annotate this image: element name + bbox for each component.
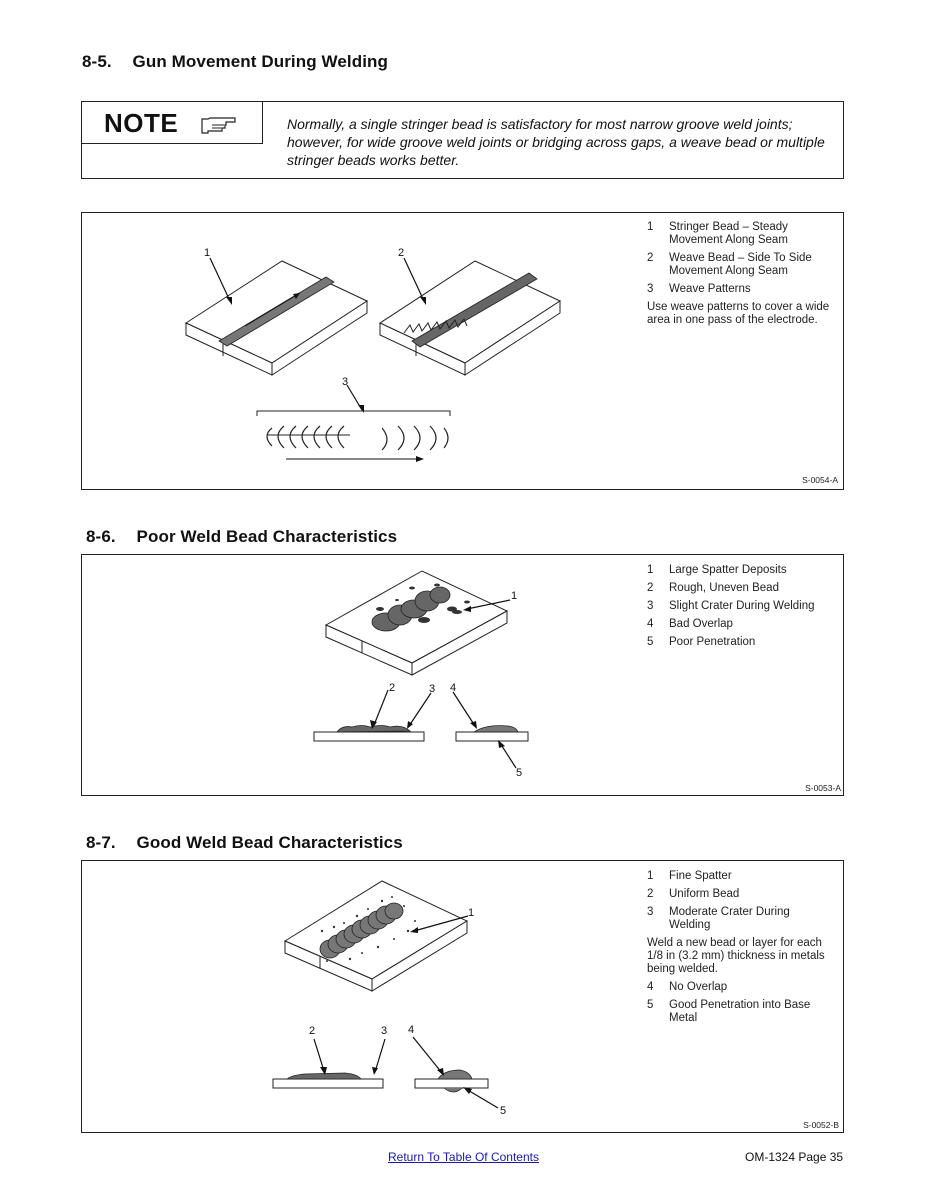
legend-item: [647, 600, 837, 613]
callout-3: 3: [342, 376, 349, 388]
figure-legend: [647, 564, 837, 654]
legend-text: Bad Overlap: [669, 618, 733, 630]
figure-poor-weld-bead: [81, 554, 844, 796]
section-title: Gun Movement During Welding: [132, 52, 389, 71]
note-label: NOTE: [104, 108, 179, 138]
callout-1: 1: [204, 247, 211, 259]
page-number: OM-1324 Page 35: [745, 1150, 844, 1164]
legend-text: Slight Crater During Welding: [669, 600, 815, 612]
legend-number: 2: [647, 252, 654, 264]
section-number: 8-6.: [86, 527, 116, 546]
figure-legend: [647, 870, 837, 1030]
section-heading-8-7: [86, 833, 403, 853]
legend-number: 1: [647, 870, 654, 882]
legend-number: 4: [647, 618, 654, 630]
legend-item: [647, 981, 837, 994]
legend-paragraph: Weld a new bead or layer for each 1/8 in (3.2 mm) thickness in metals being welded.: [647, 937, 825, 975]
figure-good-weld-bead: [81, 860, 844, 1133]
callout-2: 2: [309, 1025, 316, 1037]
legend-number: 3: [647, 283, 654, 295]
pointing-hand-icon: [200, 115, 238, 135]
section-heading-8-5: [82, 52, 388, 72]
legend-item: [647, 888, 837, 901]
legend-text: Weave Bead – Side To Side Movement Along Seam: [669, 252, 812, 277]
legend-text: No Overlap: [669, 981, 728, 993]
callout-3: 3: [429, 683, 436, 695]
figure-code: S-0054-A: [802, 475, 838, 485]
legend-item: [647, 582, 837, 595]
legend-item: [647, 906, 837, 932]
legend-number: 1: [647, 221, 654, 233]
legend-item: [647, 564, 837, 577]
figure-legend: [647, 221, 832, 332]
legend-text: Moderate Crater During Welding: [669, 906, 790, 931]
legend-paragraph: Use weave patterns to cover a wide area in one pass of the electrode.: [647, 301, 830, 326]
legend-number: 2: [647, 888, 654, 900]
legend-text: Weave Patterns: [669, 283, 751, 295]
legend-text: Stringer Bead – Steady Movement Along Seam: [669, 221, 788, 246]
callout-2: 2: [389, 682, 396, 694]
section-heading-8-6: [86, 527, 397, 547]
legend-number: 5: [647, 636, 654, 648]
callout-5: 5: [500, 1105, 507, 1117]
legend-item: [647, 618, 837, 631]
note-divider: [262, 102, 263, 144]
legend-text: Good Penetration into Base Metal: [669, 999, 811, 1024]
legend-item: [647, 221, 832, 247]
section-number: 8-7.: [86, 833, 116, 852]
legend-text: Fine Spatter: [669, 870, 732, 882]
legend-item: [647, 636, 837, 649]
legend-text: Uniform Bead: [669, 888, 740, 900]
legend-number: 3: [647, 906, 654, 918]
legend-number: 4: [647, 981, 654, 993]
section-number: 8-5.: [82, 52, 112, 71]
note-label-cell-lower: [82, 144, 263, 179]
legend-text: Rough, Uneven Bead: [669, 582, 779, 594]
legend-number: 1: [647, 564, 654, 576]
callout-5: 5: [516, 767, 523, 779]
note-box: [81, 101, 844, 179]
legend-item: [647, 870, 837, 883]
section-title: Good Weld Bead Characteristics: [136, 833, 403, 852]
callout-2: 2: [398, 247, 405, 259]
section-title: Poor Weld Bead Characteristics: [136, 527, 398, 546]
callout-1: 1: [511, 590, 518, 602]
callout-3: 3: [381, 1025, 388, 1037]
note-text: Normally, a single stringer bead is satisfactory for most narrow groove weld joints; however, for wide groove weld joints or bridging across gaps, a weave bead or multiple stringer beads works better.: [287, 116, 825, 168]
legend-number: 2: [647, 582, 654, 594]
legend-text: Large Spatter Deposits: [669, 564, 787, 576]
legend-item: [647, 283, 832, 296]
legend-item: [647, 999, 837, 1025]
legend-number: 5: [647, 999, 654, 1011]
callout-4: 4: [408, 1024, 415, 1036]
return-to-toc-link[interactable]: Return To Table Of Contents: [388, 1150, 539, 1164]
figure-gun-movement: [81, 212, 844, 490]
legend-number: 3: [647, 600, 654, 612]
legend-text: Poor Penetration: [669, 636, 756, 648]
figure-code: S-0053-A: [805, 783, 841, 793]
legend-item: [647, 252, 832, 278]
callout-1: 1: [468, 907, 475, 919]
figure-code: S-0052-B: [803, 1120, 839, 1130]
callout-4: 4: [450, 682, 457, 694]
